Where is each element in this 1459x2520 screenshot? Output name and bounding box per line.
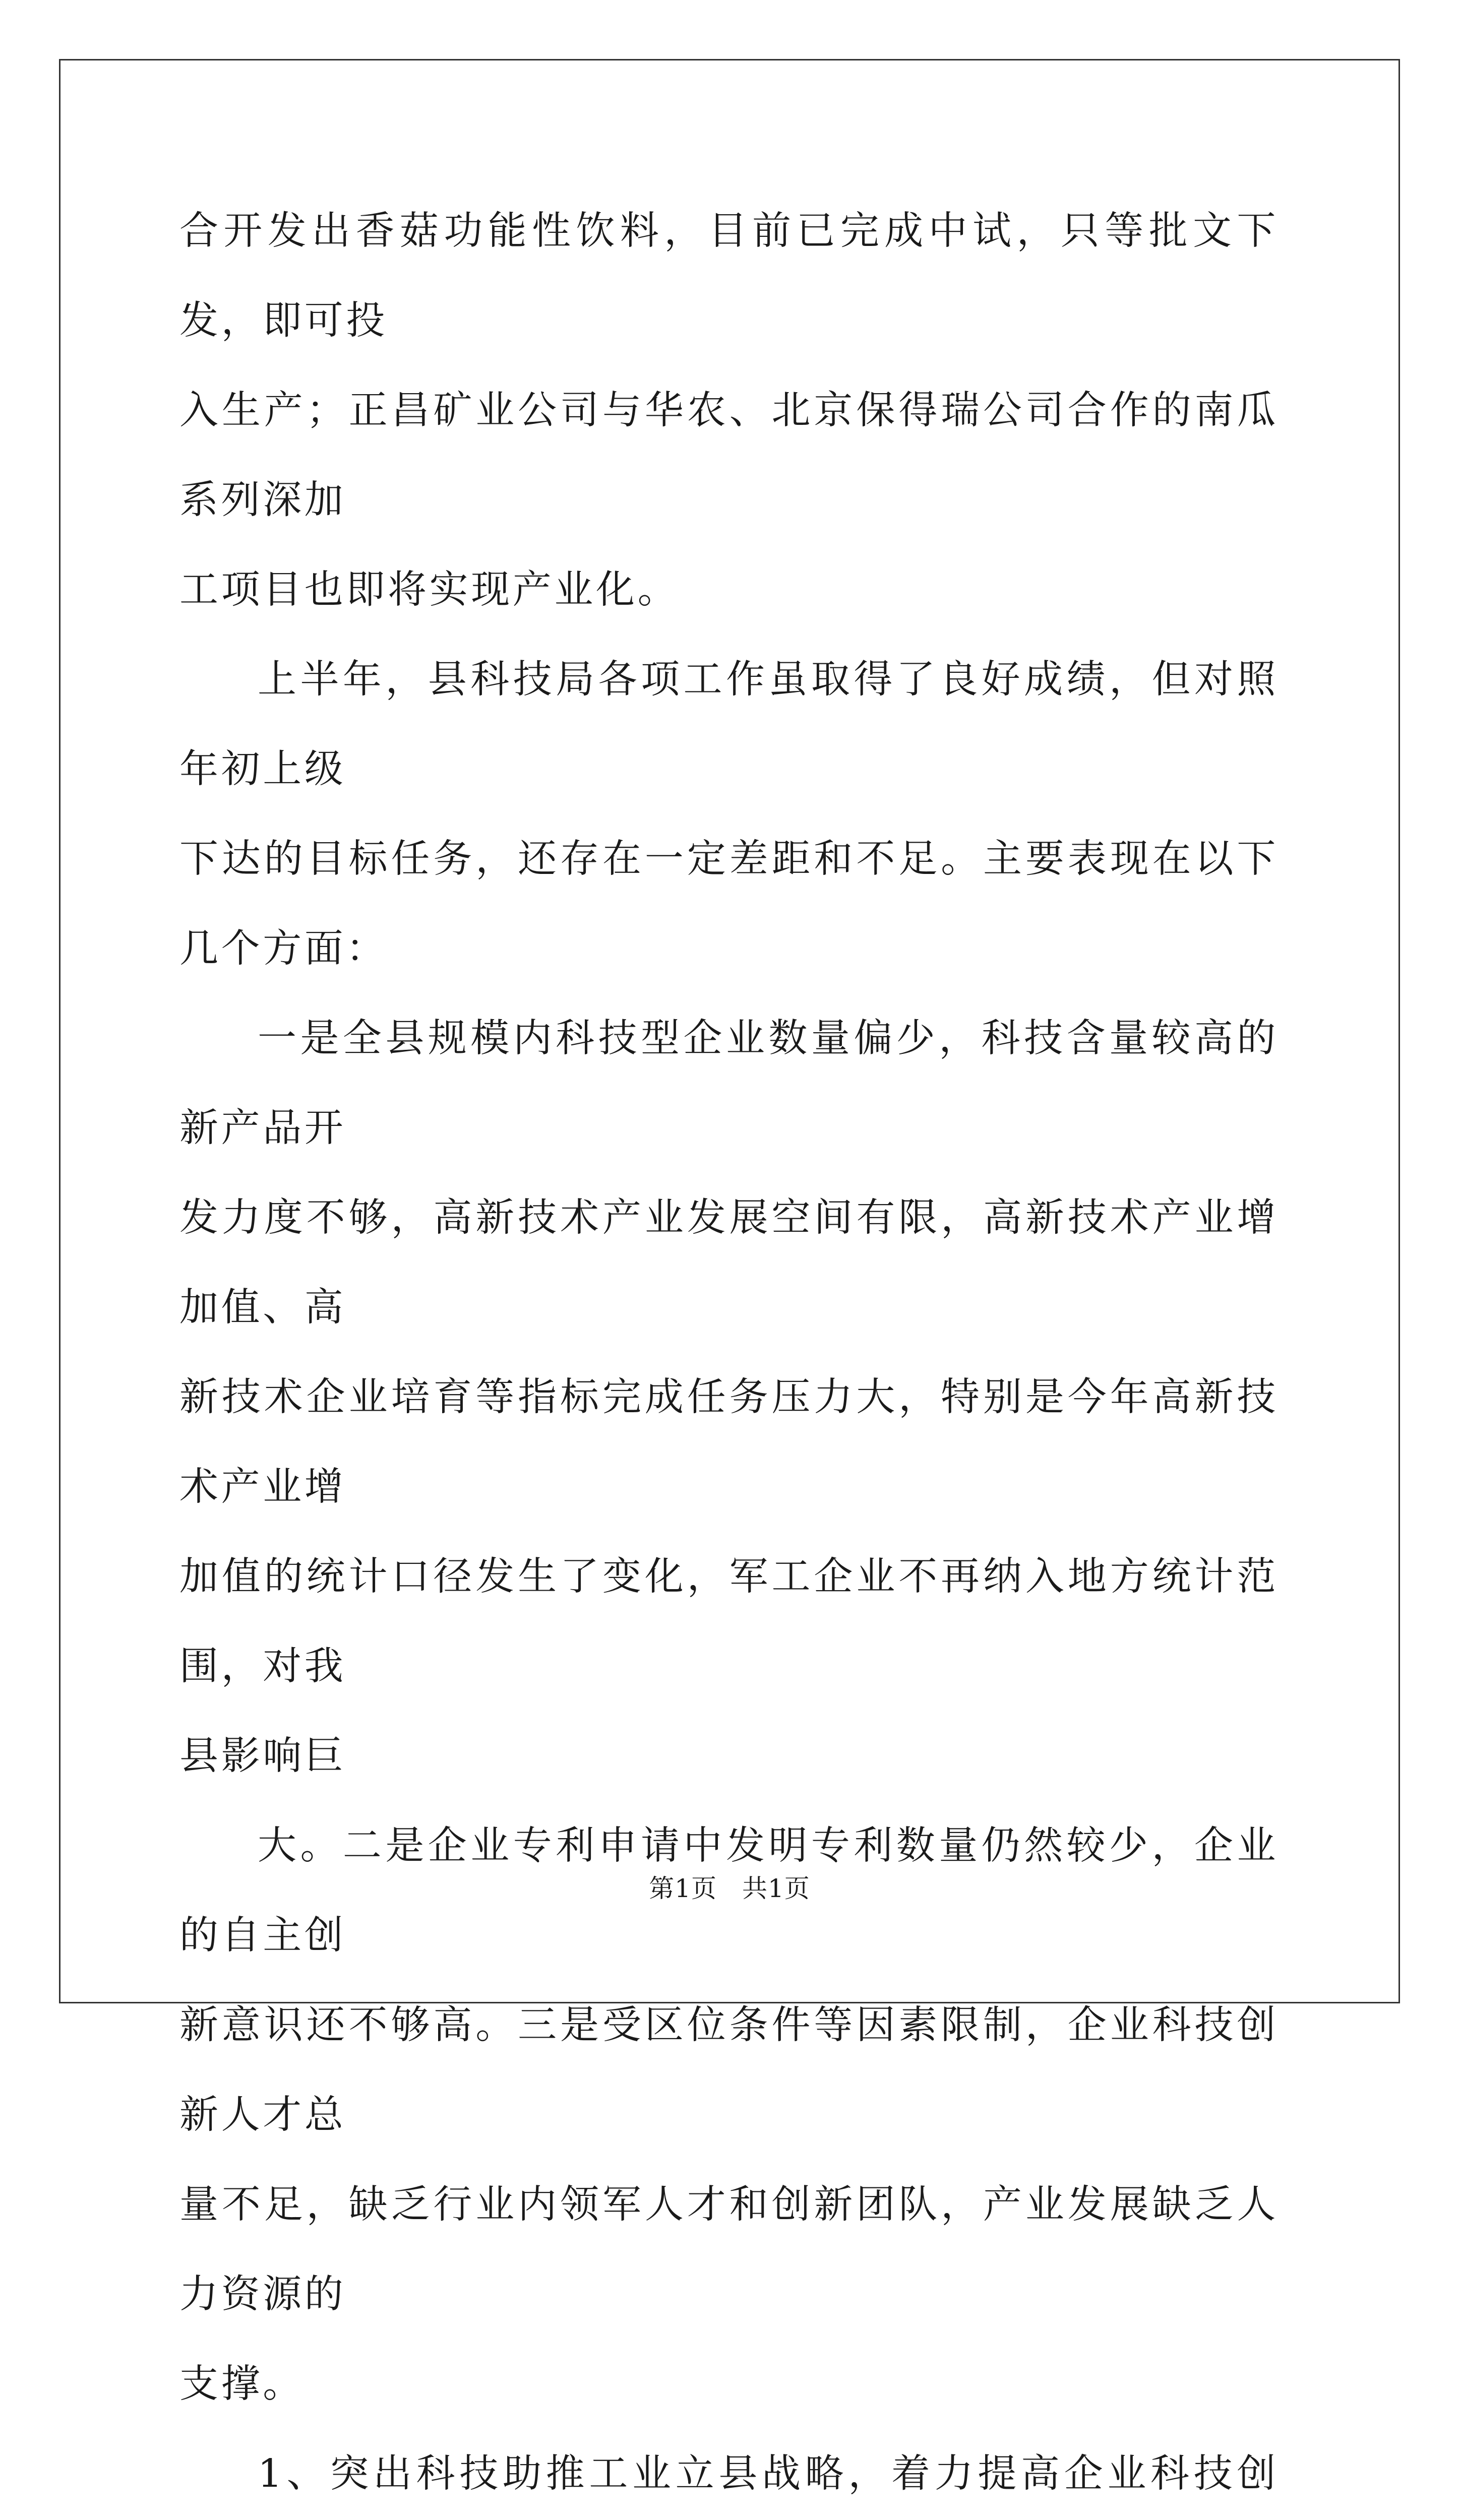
text-line: 一是全县规模内科技型企业数量偏少，科技含量较高的新产品开 [179,1016,1279,1151]
text-line: 量不足，缺乏行业内领军人才和创新团队，产业发展缺乏人力资源的 [179,2182,1279,2317]
paragraph [179,635,1279,994]
paragraph [179,186,1279,635]
document-body [179,186,1279,2520]
text-line: 入生产；正昌矿业公司与华农、北京保得瑞公司合作的南瓜系列深加 [179,388,1279,523]
paragraph [179,2429,1279,2520]
text-line: 新技术企业培育等指标完成任务压力大，特别是今年高新技术产业增 [179,1375,1279,1509]
text-line: 大。二是企业专利申请中发明专利数量仍然较少，企业的自主创 [179,1823,1279,1958]
paragraph [179,994,1279,1801]
text-line: 下达的目标任务，还存在一定差距和不足。主要表现在以下几个方面： [179,837,1279,971]
page-total: 共1页 [742,1874,810,1903]
text-line: 新意识还不够高。三是受区位条件等因素限制，企业科技创新人才总 [179,2003,1279,2137]
text-line: 合开发出香菇功能性饮料，目前已完成中试，只等批文下发，即可投 [179,209,1279,343]
text-line: 工项目也即将实现产业化。 [179,568,680,612]
text-line: 上半年，县科技局各项工作虽取得了良好成绩，但对照年初上级 [179,657,1279,792]
text-line: 发力度不够，高新技术产业发展空间有限，高新技术产业增加值、高 [179,1195,1279,1330]
text-line: 加值的统计口径发生了变化，军工企业不再纳入地方统计范围，对我 [179,1554,1279,1689]
text-line: 县影响巨 [179,1734,346,1779]
text-line: 支撑。 [179,2362,305,2407]
page-number: 第1页 [649,1874,717,1903]
text-line: 1、突出科技助推工业立县战略，着力提高企业科技创 [258,2451,1279,2496]
page-footer [0,1871,1459,1906]
